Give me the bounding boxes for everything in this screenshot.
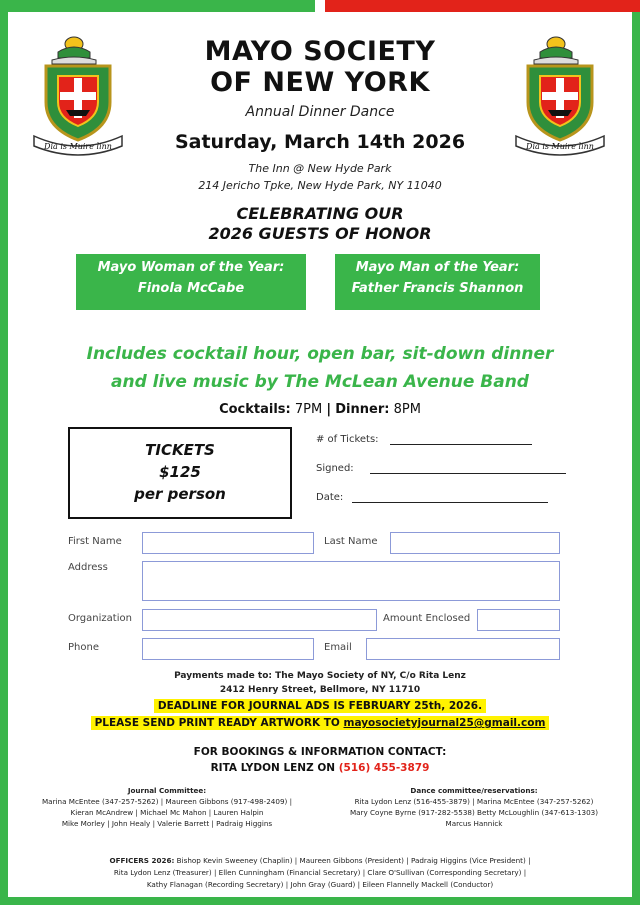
payments-line-2: 2412 Henry Street, Bellmore, NY 11710 [219,685,421,695]
dinner-time: 8PM [393,402,421,417]
deadline-line-1: DEADLINE FOR JOURNAL ADS IS FEBRUARY 25th, 2026. [154,699,486,713]
journal-committee-line: Marina McEntee (347-257-5262) | Maureen Gibbons (917-498-2409) | [41,797,293,806]
num-tickets-line[interactable] [390,444,532,445]
phone-label: Phone [68,642,99,653]
payments-info [0,669,640,697]
cocktails-time: 7PM [294,402,323,417]
dance-committee-line: Mary Coyne Byrne (917-282-5538) Betty McLoughlin (347-613-1303) [349,808,599,817]
journal-committee [22,785,312,829]
deadline-line-2 [91,716,550,730]
flag-red [325,0,640,12]
journal-committee-line: Mike Morley | John Healy | Valerie Barrett | Padraig Higgins [61,819,273,828]
honoree-woman-box [76,254,306,310]
artwork-prefix: PLEASE SEND PRINT READY ARTWORK TO [94,717,340,729]
address-field[interactable] [142,561,560,601]
page-title [0,36,640,98]
event-date: Saturday, March 14th 2026 [174,131,466,153]
honoree-name: Father Francis Shannon [351,281,524,296]
times-separator: | [326,402,332,417]
celebrate-line-1: CELEBRATING OUR [236,204,404,223]
flag-bar [0,0,640,12]
honoree-name: Finola McCabe [137,281,245,296]
crest-motto: Dia is Muire linn [526,142,594,151]
event-venue [0,160,640,194]
tickets-label: TICKETS [145,441,215,459]
honoree-title: Mayo Woman of the Year: [97,260,285,275]
booking-contact-name: RITA LYDON LENZ ON [210,762,336,774]
celebrate-line-2: 2026 GUESTS OF HONOR [208,224,432,243]
event-subtitle: Annual Dinner Dance [245,104,395,120]
booking-phone[interactable]: (516) 455-3879 [338,762,430,774]
officers-list [0,855,640,891]
email-field[interactable] [366,638,560,660]
crest-motto: Dia is Muire linn [44,142,112,151]
officers-line: Kathy Flanagan (Recording Secretary) | John Gray (Guard) | Eileen Flannelly Mackell (Conductor) [146,880,494,889]
ticket-price: $125 [159,463,201,481]
celebrate-heading [0,204,640,244]
organization-label: Organization [68,613,132,624]
honoree-title: Mayo Man of the Year: [355,260,520,275]
title-line-1: MAYO SOCIETY [204,36,436,67]
includes-line-2: and live music by The McLean Avenue Band [111,372,529,392]
address-label: Address [68,562,108,573]
per-person-label: per person [134,485,226,503]
dance-committee-line: Rita Lydon Lenz (516-455-3879) | Marina McEntee (347-257-5262) [354,797,594,806]
officers-line: Rita Lydon Lenz (Treasurer) | Ellen Cunningham (Financial Secretary) | Clare O'Sullivan (Corresponding Secretary) | [113,868,527,877]
payments-line-1: Payments made to: The Mayo Society of NY, C/o Rita Lenz [174,671,466,681]
venue-name: The Inn @ New Hyde Park [248,162,392,175]
last-name-field[interactable] [390,532,560,554]
booking-contact [0,744,640,776]
amount-enclosed-field[interactable] [477,609,560,631]
deadline-notice [0,698,640,732]
email-label: Email [324,642,352,653]
last-name-label: Last Name [324,536,378,547]
honoree-man-box [335,254,540,310]
signed-line[interactable] [370,473,566,474]
journal-committee-title: Journal Committee: [127,786,207,795]
journal-committee-line: Kieran McAndrew | Michael Mc Mahon | Lauren Halpin [70,808,264,817]
first-name-field[interactable] [142,532,314,554]
flag-green [0,0,315,12]
officers-label: OFFICERS 2026: [109,856,175,865]
officers-line: Bishop Kevin Sweeney (Chaplin) | Maureen Gibbons (President) | Padraig Higgins (Vice President) | [176,856,531,865]
event-times [0,402,640,417]
signed-label: Signed: [316,463,354,474]
title-line-2: OF NEW YORK [210,67,430,98]
cocktails-label: Cocktails: [219,402,291,417]
dance-committee-line: Marcus Hannick [445,819,503,828]
booking-line-1: FOR BOOKINGS & INFORMATION CONTACT: [193,746,447,758]
dance-committee [318,785,630,829]
dinner-label: Dinner: [335,402,390,417]
includes-text [0,340,640,396]
first-name-label: First Name [68,536,122,547]
ticket-price-box [68,427,292,519]
date-label: Date: [316,492,344,503]
num-tickets-label: # of Tickets: [316,434,379,445]
venue-address: 214 Jericho Tpke, New Hyde Park, NY 11040 [198,179,442,192]
phone-field[interactable] [142,638,314,660]
amount-enclosed-label: Amount Enclosed [383,613,471,624]
journal-email-link[interactable]: mayosocietyjournal25@gmail.com [343,717,546,729]
dance-committee-title: Dance committee/reservations: [410,786,538,795]
date-line[interactable] [352,502,548,503]
organization-field[interactable] [142,609,377,631]
includes-line-1: Includes cocktail hour, open bar, sit-down dinner [86,344,554,364]
flag-white [315,0,325,12]
